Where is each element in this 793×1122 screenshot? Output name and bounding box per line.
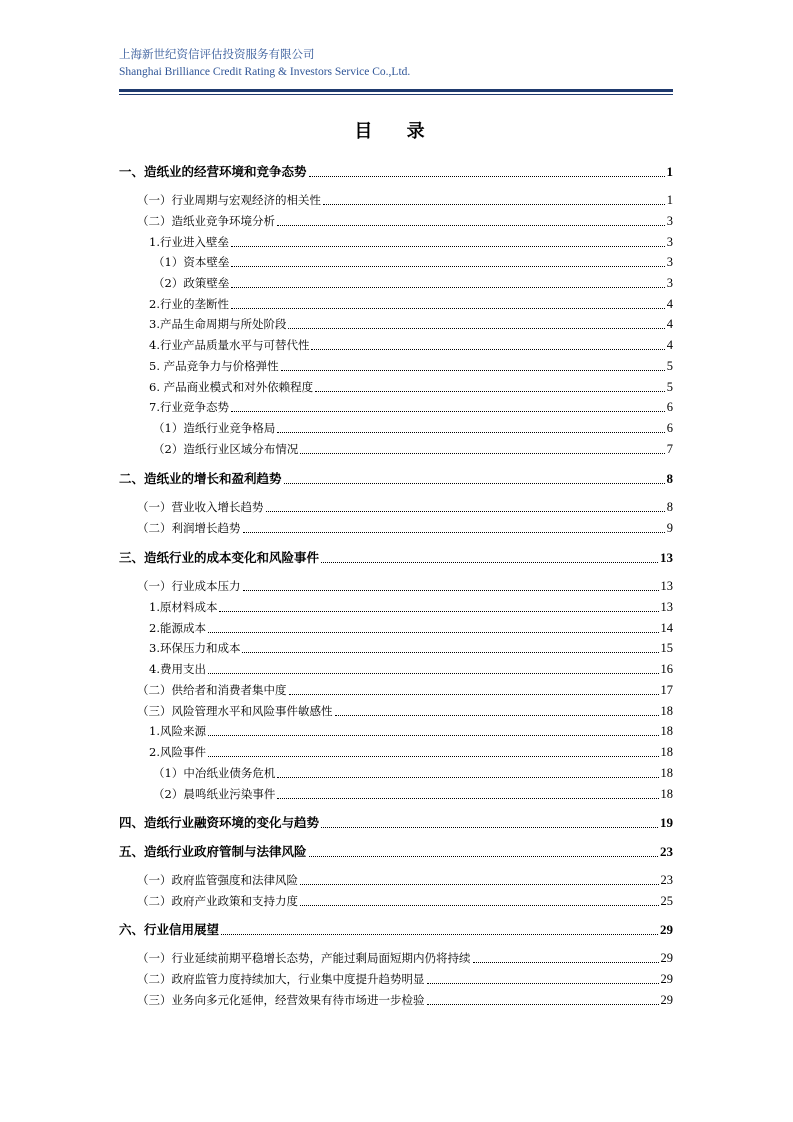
toc-entry[interactable]: 4.行业产品质量水平与可替代性 4 <box>149 338 673 352</box>
toc-entry[interactable]: （二）供给者和消费者集中度 17 <box>137 683 673 697</box>
toc-entry[interactable]: （三）业务向多元化延伸，经营效果有待市场进一步检验 29 <box>137 993 673 1007</box>
leader-dots <box>208 735 659 736</box>
toc-entry[interactable]: （二）政府产业政策和支持力度 25 <box>137 894 673 908</box>
leader-dots <box>321 562 658 563</box>
leader-dots <box>231 411 665 412</box>
leader-dots <box>284 483 665 484</box>
toc-entry-section-3[interactable]: 三、造纸行业的成本变化和风险事件 13 <box>119 550 673 565</box>
leader-dots <box>427 983 659 984</box>
leader-dots <box>323 204 665 205</box>
leader-dots <box>315 391 665 392</box>
toc-entry[interactable]: （二）政府监管力度持续加大，行业集中度提升趋势明显 29 <box>137 972 673 986</box>
leader-dots <box>208 673 659 674</box>
toc-entry-section-2[interactable]: 二、造纸业的增长和盈利趋势 8 <box>119 471 673 486</box>
leader-dots <box>277 432 664 433</box>
toc-entry-section-5[interactable]: 五、造纸行业政府管制与法律风险 23 <box>119 844 673 859</box>
toc-entry[interactable]: （1）造纸行业竞争格局 6 <box>153 421 673 435</box>
toc-entry[interactable]: 5. 产品竞争力与价格弹性 5 <box>149 359 673 373</box>
leader-dots <box>242 652 658 653</box>
leader-dots <box>243 532 665 533</box>
toc-entry[interactable]: 2.能源成本 14 <box>149 621 673 635</box>
page-header <box>119 47 679 79</box>
toc-entry-section-1[interactable]: 一、造纸业的经营环境和竞争态势 1 <box>119 164 673 179</box>
toc-entry[interactable]: （一）行业成本压力 13 <box>137 579 673 593</box>
toc-entry-section-4[interactable]: 四、造纸行业融资环境的变化与趋势 19 <box>119 815 673 830</box>
leader-dots <box>473 962 659 963</box>
toc-entry[interactable]: （三）风险管理水平和风险事件敏感性 18 <box>137 704 673 718</box>
toc-entry[interactable]: 1.风险来源 18 <box>149 724 673 738</box>
toc-entry[interactable]: 6. 产品商业模式和对外依赖程度 5 <box>149 380 673 394</box>
leader-dots <box>288 328 664 329</box>
leader-dots <box>231 287 664 288</box>
toc-entry[interactable]: （一）行业延续前期平稳增长态势，产能过剩局面短期内仍将持续 29 <box>137 951 673 965</box>
leader-dots <box>335 715 659 716</box>
leader-dots <box>309 856 658 857</box>
toc-entry[interactable]: 4.费用支出 16 <box>149 662 673 676</box>
leader-dots <box>243 590 659 591</box>
toc-entry[interactable]: 2.行业的垄断性 4 <box>149 297 673 311</box>
leader-dots <box>300 884 659 885</box>
leader-dots <box>277 777 658 778</box>
leader-dots <box>300 453 664 454</box>
leader-dots <box>281 370 665 371</box>
page-title: 目 录 <box>354 121 439 142</box>
toc-entry[interactable]: （一）营业收入增长趋势 8 <box>137 500 673 514</box>
leader-dots <box>289 694 659 695</box>
company-name-chinese: 上海新世纪资信评估投资服务有限公司 <box>119 47 315 61</box>
leader-dots <box>208 632 659 633</box>
leader-dots <box>277 798 658 799</box>
leader-dots <box>221 934 658 935</box>
leader-dots <box>427 1004 659 1005</box>
leader-dots <box>231 246 665 247</box>
leader-dots <box>311 349 664 350</box>
leader-dots <box>219 611 658 612</box>
toc-entry-section-6[interactable]: 六、行业信用展望 29 <box>119 922 673 937</box>
leader-dots <box>208 756 659 757</box>
toc-entry[interactable]: （2）政策壁垒 3 <box>153 276 673 290</box>
toc-entry[interactable]: （2）晨鸣纸业污染事件 18 <box>153 787 673 801</box>
leader-dots <box>231 308 665 309</box>
toc-entry[interactable]: （1）资本壁垒 3 <box>153 255 673 269</box>
toc-entry[interactable]: 7.行业竞争态势 6 <box>149 400 673 414</box>
leader-dots <box>309 176 665 177</box>
toc-entry[interactable]: 1.原材料成本 13 <box>149 600 673 614</box>
company-name-english: Shanghai Brilliance Credit Rating & Investors Service Co.,Ltd. <box>119 66 411 78</box>
toc-entry[interactable]: （一）行业周期与宏观经济的相关性 1 <box>137 193 673 207</box>
leader-dots <box>300 905 659 906</box>
leader-dots <box>266 511 665 512</box>
leader-dots <box>277 225 665 226</box>
leader-dots <box>321 827 658 828</box>
header-rule-thin <box>119 94 673 95</box>
toc-entry[interactable]: 1.行业进入壁垒 3 <box>149 235 673 249</box>
toc-entry[interactable]: 3.环保压力和成本 15 <box>149 641 673 655</box>
toc-entry[interactable]: （二）利润增长趋势 9 <box>137 521 673 535</box>
toc-entry[interactable]: （1）中冶纸业债务危机 18 <box>153 766 673 780</box>
header-rule-thick <box>119 89 673 92</box>
toc-entry[interactable]: （一）政府监管强度和法律风险 23 <box>137 873 673 887</box>
toc-entry[interactable]: 3.产品生命周期与所处阶段 4 <box>149 317 673 331</box>
toc-entry[interactable]: 2.风险事件 18 <box>149 745 673 759</box>
toc-entry[interactable]: （二）造纸业竞争环境分析 3 <box>137 214 673 228</box>
leader-dots <box>231 266 664 267</box>
toc-entry[interactable]: （2）造纸行业区域分布情况 7 <box>153 442 673 456</box>
